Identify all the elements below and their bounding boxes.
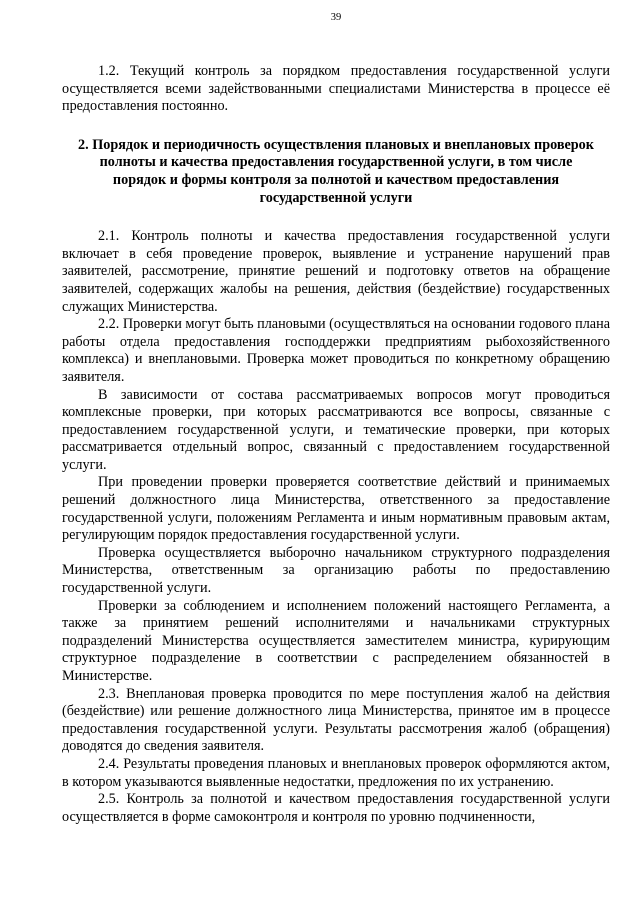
page-number: 39 xyxy=(330,12,342,23)
paragraph-2-2: 2.2. Проверки могут быть плановыми (осуществляться на основании годового плана работы отдела предоставления господдержки предприятиям рыбохозяйственного комплекса) и внеплановыми. Проверка может проводиться по конкретному обращению заявителя. xyxy=(62,316,610,385)
paragraph-2-2-inspection-scope: При проведении проверки проверяется соответствие действий и принимаемых решений должностного лица Министерства, ответственного за предоставление государственной услуги, положениям Регламента и иным нормативным правовым актам, регулирующим порядок предоставления государственной услуги. xyxy=(62,474,610,544)
paragraph-2-3: 2.3. Внеплановая проверка проводится по мере поступления жалоб на действия (бездействие) или решение должностного лица Министерства, принятое им в процессе предоставления государственной услуги. Результаты рассмотрения жалоб (обращения) доводятся до сведения заявителя. xyxy=(62,685,610,755)
document-body xyxy=(62,63,610,826)
section-2-heading: 2. Порядок и периодичность осуществления плановых и внеплановых проверок полноты и качества предоставления государственной услуги, в том числе порядок и формы контроля за полнотой и качеством предоставления государственной услуги xyxy=(78,136,594,206)
paragraph-2-4: 2.4. Результаты проведения плановых и внеплановых проверок оформляются актом, в котором указываются выявленные недостатки, предложения по их устранению. xyxy=(62,755,610,790)
paragraph-2-1: 2.1. Контроль полноты и качества предоставления государственной услуги включает в себя проведение проверок, выявление и устранение нарушений прав заявителей, рассмотрение, принятие решений и подготовку ответов на обращение заявителей, содержащих жалобы на решения, действия (бездействие) государственных служащих Министерства. xyxy=(62,228,610,315)
paragraph-2-5: 2.5. Контроль за полнотой и качеством предоставления государственной услуги осуществляется в форме самоконтроля и контроля по уровню подчиненности, xyxy=(62,791,610,825)
paragraph-2-2-inspection-performer: Проверка осуществляется выборочно начальником структурного подразделения Министерства, ответственным за организацию работы по предоставлению государственной услуги. xyxy=(62,544,610,597)
paragraph-2-2-inspection-types: В зависимости от состава рассматриваемых вопросов могут проводиться комплексные проверки, при которых рассматриваются все вопросы, связанные с предоставлением государственной услуги, и тематические проверки, при которых рассматривается отдельный вопрос, связанный с предоставлением государственной услуги. xyxy=(62,386,610,473)
paragraph-1-2: 1.2. Текущий контроль за порядком предоставления государственной услуги осуществляется всеми задействованными специалистами Министерства в процессе её предоставления постоянно. xyxy=(62,63,610,115)
paragraph-2-2-deputy-oversight: Проверки за соблюдением и исполнением положений настоящего Регламента, а также за принятием решений исполнителями и начальниками структурных подразделений Министерства осуществляется заместителем министра, курирующим структурное подразделение в соответствии с распределением обязанностей в Министерстве. xyxy=(62,597,610,684)
